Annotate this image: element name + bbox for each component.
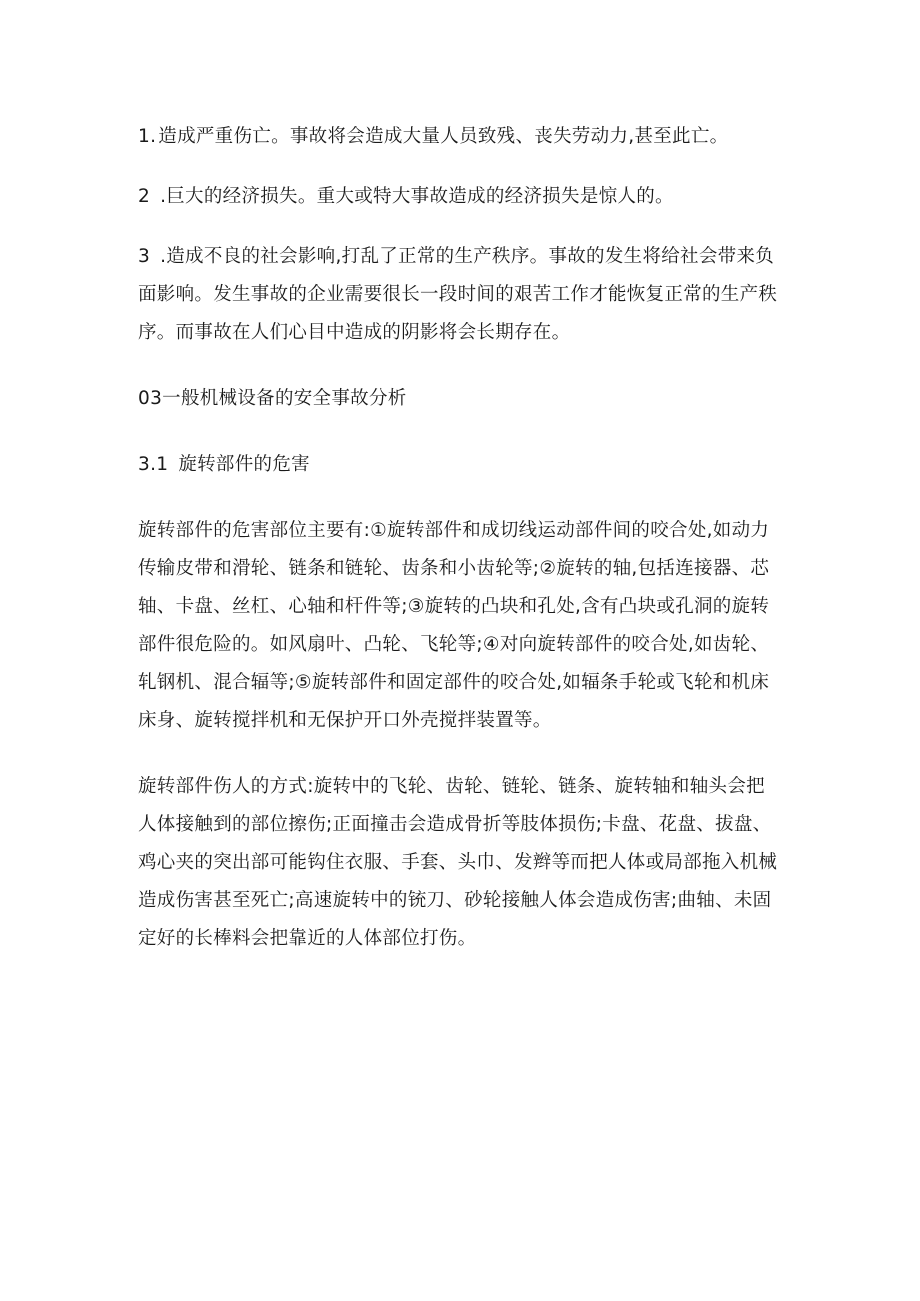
list-number-2: 2	[138, 186, 151, 207]
list-item-2	[138, 178, 783, 216]
body-paragraph-1: 旋转部件的危害部位主要有:①旋转部件和成切线运动部件间的咬合处,如动力传输皮带和滑轮、链条和链轮、齿条和小齿轮等;②旋转的轴,包括连接器、芯轴、卡盘、丝杠、心轴和杆件等;③旋转的凸块和孔处,含有凸块或孔洞的旋转部件很危险的。如风扇叶、凸轮、飞轮等;④对向旋转部件的咬合处,如齿轮、轧钢机、混合辐等;⑤旋转部件和固定部件的咬合处,如辐条手轮或飞轮和机床床身、旋转搅拌机和无保护开口外壳搅拌装置等。	[138, 520, 770, 731]
list-text-1: 造成严重伤亡。事故将会造成大量人员致残、丧失劳动力,甚至此亡。	[158, 126, 729, 147]
list-text-2: .巨大的经济损失。重大或特大事故造成的经济损失是惊人的。	[160, 186, 674, 207]
list-item-1	[138, 118, 783, 156]
list-number-3: 3	[138, 246, 151, 267]
document-page	[138, 118, 783, 958]
section-heading: 03一般机械设备的安全事故分析	[138, 388, 407, 409]
body-paragraph-2: 旋转部件伤人的方式:旋转中的飞轮、齿轮、链轮、链条、旋转轴和轴头会把人体接触到的部位擦伤;正面撞击会造成骨折等肢体损伤;卡盘、花盘、拔盘、鸡心夹的突出部可能钩住衣服、手套、头巾、发辫等而把人体或局部拖入机械造成伤害甚至死亡;高速旋转中的铳刀、砂轮接触人体会造成伤害;曲轴、未固定好的长棒料会把靠近的人体部位打伤。	[138, 776, 778, 949]
list-item-3	[138, 238, 783, 352]
subsection-title: 旋转部件的危害	[178, 454, 310, 475]
subsection-heading	[138, 446, 783, 484]
list-number-1: 1.	[138, 126, 157, 147]
subsection-number: 3.1	[138, 454, 169, 475]
list-text-3: .造成不良的社会影响,打乱了正常的生产秩序。事故的发生将给社会带来负面影响。发生事故的企业需要很长一段时间的艰苦工作才能恢复正常的生产秩序。而事故在人们心目中造成的阴影将会长期存在。	[138, 246, 778, 343]
